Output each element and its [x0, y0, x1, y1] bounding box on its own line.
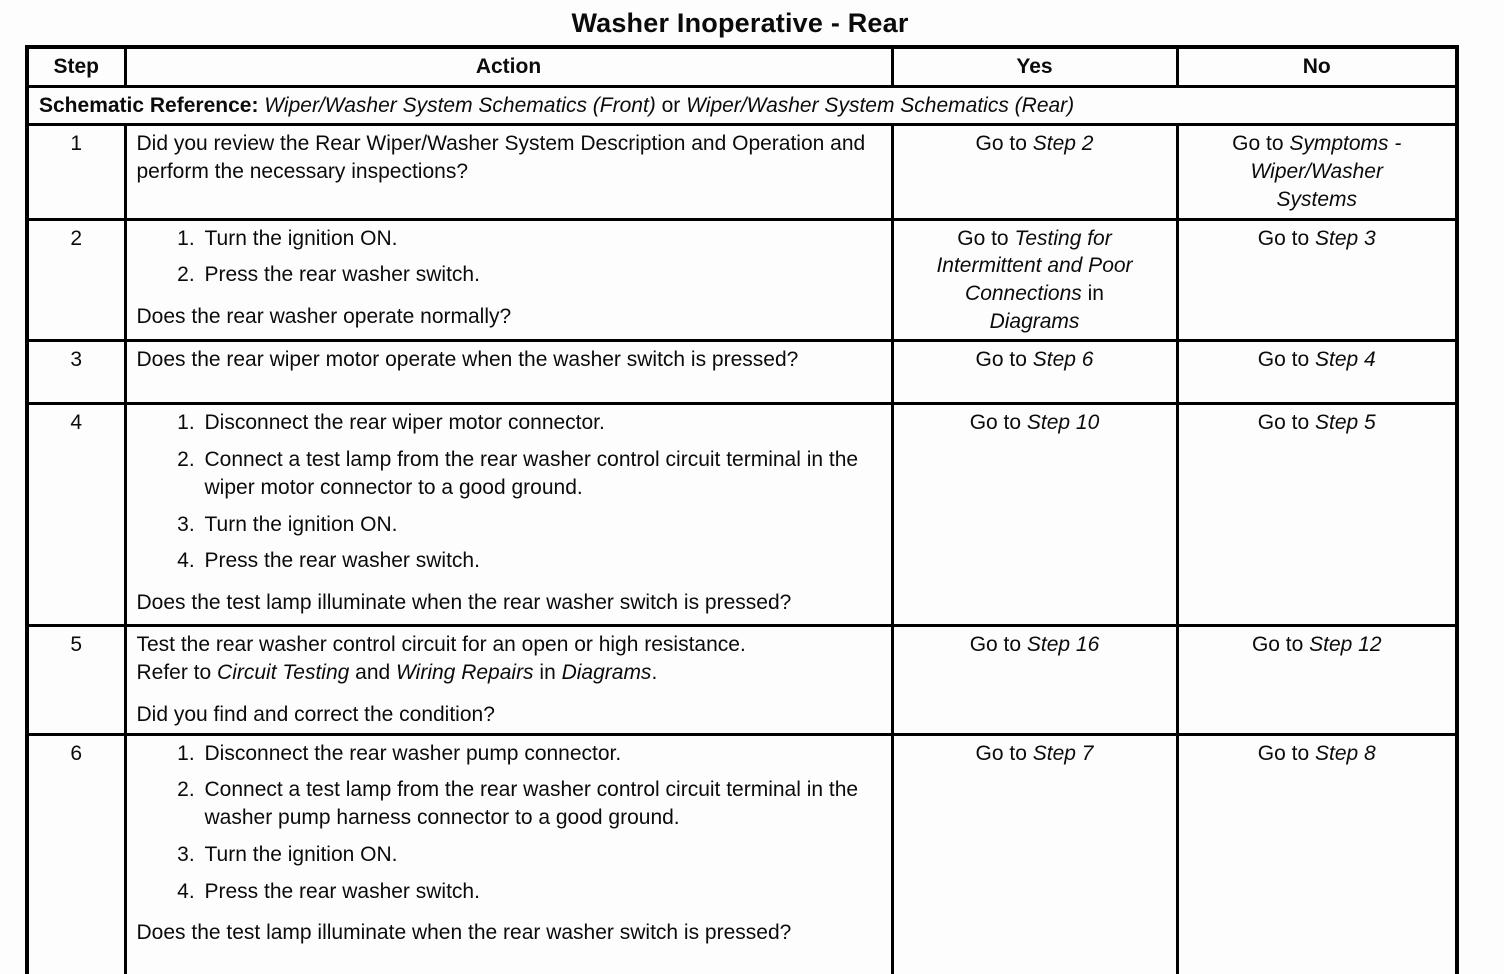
goto-text: Go to Step 16	[969, 633, 1100, 657]
column-header-step: Step	[27, 47, 125, 86]
yes-cell	[892, 734, 1177, 974]
no-cell	[1177, 626, 1457, 734]
table-row	[27, 626, 1457, 734]
table-row	[27, 734, 1457, 974]
no-cell	[1177, 404, 1457, 626]
schematic-reference-text: Wiper/Washer System Schematics (Front) or Wiper/Washer System Schematics (Rear)	[264, 93, 1075, 117]
no-cell	[1177, 125, 1457, 219]
step-cell: 4	[27, 404, 125, 626]
action-cell	[125, 125, 892, 219]
column-header-yes: Yes	[892, 47, 1177, 86]
column-header-no: No	[1177, 47, 1457, 86]
step-cell: 2	[27, 219, 125, 341]
action-text: Test the rear washer control circuit for an open or high resistance.	[136, 633, 746, 657]
action-item: 1. Disconnect the rear washer pump connector.	[201, 740, 881, 768]
action-item: 3. Turn the ignition ON.	[201, 511, 881, 539]
goto-text: Go to Step 7	[975, 741, 1094, 765]
goto-text: Go to Step 5	[1257, 411, 1376, 435]
action-item: 1. Disconnect the rear wiper motor connector.	[201, 409, 881, 437]
action-cell	[125, 404, 892, 626]
table-header-row	[27, 47, 1457, 86]
goto-text: Go to Step 10	[969, 411, 1100, 435]
action-cell	[125, 341, 892, 404]
action-item: 3. Turn the ignition ON.	[201, 841, 881, 869]
goto-text: Go to Symptoms - Wiper/Washer Systems	[1232, 132, 1402, 211]
action-cell	[125, 734, 892, 974]
goto-text: Go to Step 8	[1257, 741, 1376, 765]
goto-text: Go to Testing for Intermittent and Poor Connections in Diagrams	[936, 226, 1133, 333]
action-list	[137, 225, 881, 289]
action-list	[137, 409, 881, 575]
schematic-reference	[27, 86, 1457, 125]
action-item: 2. Press the rear washer switch.	[201, 261, 881, 289]
goto-text: Go to Step 3	[1257, 226, 1376, 250]
yes-cell	[892, 341, 1177, 404]
diagnostic-table	[25, 45, 1459, 974]
no-cell	[1177, 341, 1457, 404]
schematic-reference-label: Schematic Reference:	[39, 93, 259, 117]
action-cell	[125, 219, 892, 341]
action-question: Does the test lamp illuminate when the rear washer switch is pressed?	[136, 921, 792, 945]
yes-cell	[892, 626, 1177, 734]
no-cell	[1177, 219, 1457, 341]
goto-text: Go to Step 4	[1257, 348, 1376, 372]
table-row	[27, 125, 1457, 219]
action-text: Refer to Circuit Testing and Wiring Repairs in Diagrams.	[136, 661, 658, 685]
page-title: Washer Inoperative - Rear	[571, 8, 909, 38]
table-row	[27, 219, 1457, 341]
yes-cell	[892, 404, 1177, 626]
goto-text: Go to Step 2	[975, 132, 1094, 156]
action-cell	[125, 626, 892, 734]
action-item: 2. Connect a test lamp from the rear washer control circuit terminal in the wiper motor connector to a good ground.	[201, 446, 881, 501]
action-question: Did you find and correct the condition?	[136, 702, 495, 726]
goto-text: Go to Step 6	[975, 348, 1094, 372]
action-question: Does the test lamp illuminate when the rear washer switch is pressed?	[136, 591, 792, 615]
action-question: Does the rear wiper motor operate when the washer switch is pressed?	[136, 348, 799, 372]
action-item: 4. Press the rear washer switch.	[201, 878, 881, 906]
step-cell: 6	[27, 734, 125, 974]
action-item: 2. Connect a test lamp from the rear washer control circuit terminal in the washer pump harness connector to a good ground.	[201, 776, 881, 831]
table-row	[27, 341, 1457, 404]
action-question: Does the rear washer operate normally?	[136, 305, 512, 329]
step-cell: 3	[27, 341, 125, 404]
table-row	[27, 404, 1457, 626]
column-header-action: Action	[125, 47, 892, 86]
yes-cell	[892, 219, 1177, 341]
action-question: Did you review the Rear Wiper/Washer System Description and Operation and perform the necessary inspections?	[136, 132, 866, 184]
schematic-reference-row	[27, 86, 1457, 125]
step-cell: 5	[27, 626, 125, 734]
goto-text: Go to Step 12	[1251, 633, 1382, 657]
step-cell: 1	[27, 125, 125, 219]
action-item: 4. Press the rear washer switch.	[201, 547, 881, 575]
action-item: 1. Turn the ignition ON.	[201, 225, 881, 253]
yes-cell	[892, 125, 1177, 219]
no-cell	[1177, 734, 1457, 974]
action-list	[137, 740, 881, 906]
